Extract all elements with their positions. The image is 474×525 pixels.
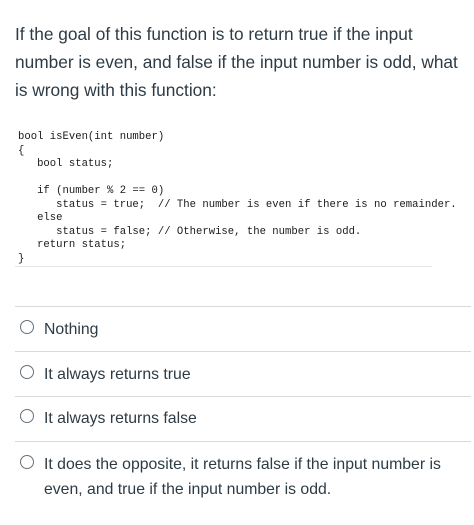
code-line: status = true; // The number is even if there is no remainder. [18, 198, 457, 211]
answer-label: It does the opposite, it returns false if the input number is even, and true if the input number is odd. [44, 456, 441, 498]
answer-option-always-true[interactable] [15, 362, 471, 387]
code-line: status = false; // Otherwise, the number is odd. [18, 225, 362, 238]
radio-button[interactable] [20, 365, 34, 379]
answer-label: It always returns true [44, 366, 191, 383]
answer-label: It always returns false [44, 410, 197, 427]
code-divider [15, 266, 432, 267]
radio-button[interactable] [20, 320, 34, 334]
code-block [18, 131, 474, 266]
code-line: bool isEven(int number) [18, 131, 165, 143]
answer-option-always-false[interactable] [15, 406, 471, 431]
radio-button[interactable] [20, 409, 34, 423]
radio-button[interactable] [20, 455, 34, 469]
code-line [18, 172, 474, 186]
answer-divider [15, 351, 471, 352]
code-line: bool status; [18, 158, 114, 170]
answer-divider [15, 441, 471, 442]
answer-divider [15, 306, 471, 307]
code-line: if (number % 2 == 0) [18, 185, 165, 197]
question-text: If the goal of this function is to return true if the input number is even, and false if the input number is odd, what is wrong with this function: [15, 24, 458, 100]
answer-label: Nothing [44, 321, 99, 338]
code-line: return status; [18, 239, 127, 251]
code-line: { [18, 144, 25, 157]
code-line: } [18, 252, 25, 265]
answer-option-opposite[interactable] [15, 452, 471, 502]
code-line: else [18, 212, 63, 224]
answer-divider [15, 396, 471, 397]
answer-option-nothing[interactable] [15, 317, 471, 342]
